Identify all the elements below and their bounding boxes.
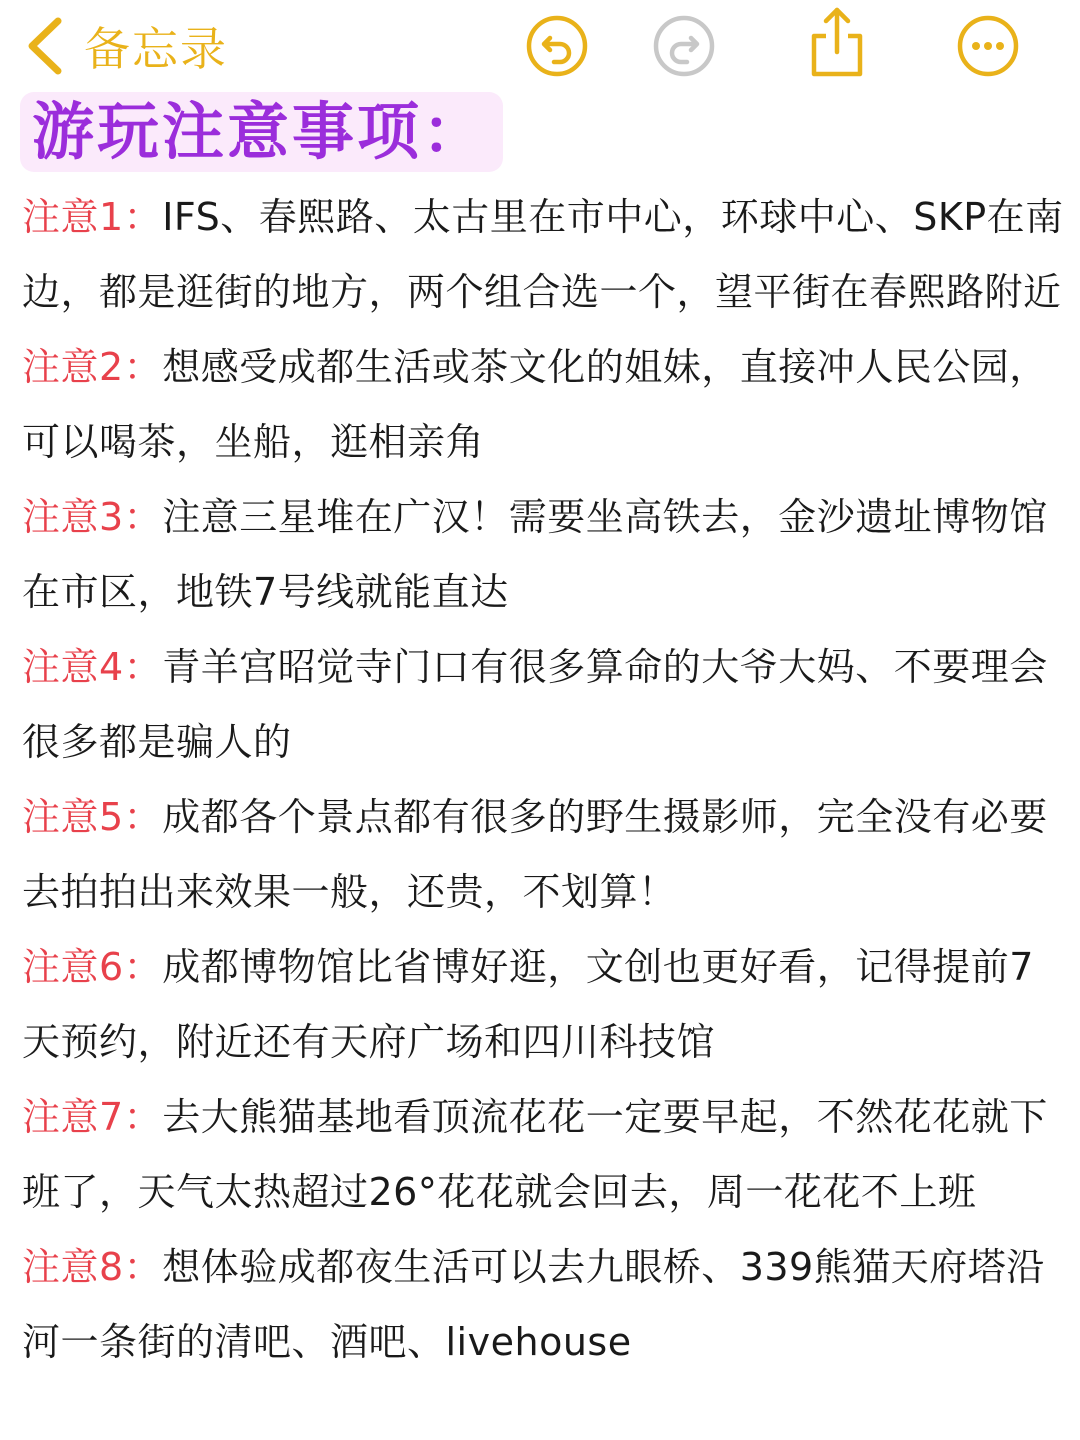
- more-button[interactable]: [956, 14, 1020, 78]
- undo-button[interactable]: [525, 14, 589, 78]
- note-item[interactable]: [22, 330, 1068, 480]
- note-label: 注意7：: [22, 1095, 163, 1139]
- back-button[interactable]: [22, 12, 228, 80]
- note-label: 注意5：: [22, 795, 163, 839]
- note-text: 想体验成都夜生活可以去九眼桥、339熊猫天府塔沿河一条街的清吧、酒吧、livehouse: [22, 1245, 1045, 1364]
- note-title[interactable]: 游玩注意事项：: [32, 95, 488, 168]
- note-text: IFS、春熙路、太古里在市中心，环球中心、SKP在南边，都是逛街的地方，两个组合选一个，望平街在春熙路附近: [22, 195, 1064, 314]
- note-item[interactable]: [22, 630, 1068, 780]
- note-label: 注意1：: [22, 195, 163, 239]
- note-item[interactable]: [22, 180, 1068, 330]
- note-text: 青羊宫昭觉寺门口有很多算命的大爷大妈、不要理会很多都是骗人的: [22, 645, 1048, 764]
- note-item[interactable]: [22, 1230, 1068, 1380]
- note-label: 注意6：: [22, 945, 163, 989]
- back-label: 备忘录: [84, 22, 228, 76]
- navigation-bar: [0, 0, 1080, 92]
- note-label: 注意3：: [22, 495, 163, 539]
- title-highlight: [20, 92, 503, 172]
- note-label: 注意8：: [22, 1245, 163, 1289]
- more-icon: [956, 14, 1020, 78]
- redo-button[interactable]: [652, 14, 716, 78]
- share-button[interactable]: [806, 6, 868, 80]
- note-body[interactable]: [22, 180, 1068, 1380]
- share-icon: [806, 6, 868, 80]
- note-text: 成都博物馆比省博好逛，文创也更好看，记得提前7天预约，附近还有天府广场和四川科技馆: [22, 945, 1034, 1064]
- note-item[interactable]: [22, 780, 1068, 930]
- note-text: 注意三星堆在广汉！需要坐高铁去，金沙遗址博物馆在市区，地铁7号线就能直达: [22, 495, 1048, 614]
- note-label: 注意2：: [22, 345, 163, 389]
- note-item[interactable]: [22, 930, 1068, 1080]
- note-text: 成都各个景点都有很多的野生摄影师，完全没有必要去拍拍出来效果一般，还贵，不划算！: [22, 795, 1048, 914]
- note-item[interactable]: [22, 1080, 1068, 1230]
- chevron-left-icon: [22, 15, 68, 77]
- note-label: 注意4：: [22, 645, 163, 689]
- note-item[interactable]: [22, 480, 1068, 630]
- note-text: 去大熊猫基地看顶流花花一定要早起，不然花花就下班了，天气太热超过26°花花就会回去，周一花花不上班: [22, 1095, 1048, 1214]
- undo-icon: [525, 14, 589, 78]
- note-text: 想感受成都生活或茶文化的姐妹，直接冲人民公园，可以喝茶，坐船，逛相亲角: [22, 345, 1048, 464]
- redo-icon: [652, 14, 716, 78]
